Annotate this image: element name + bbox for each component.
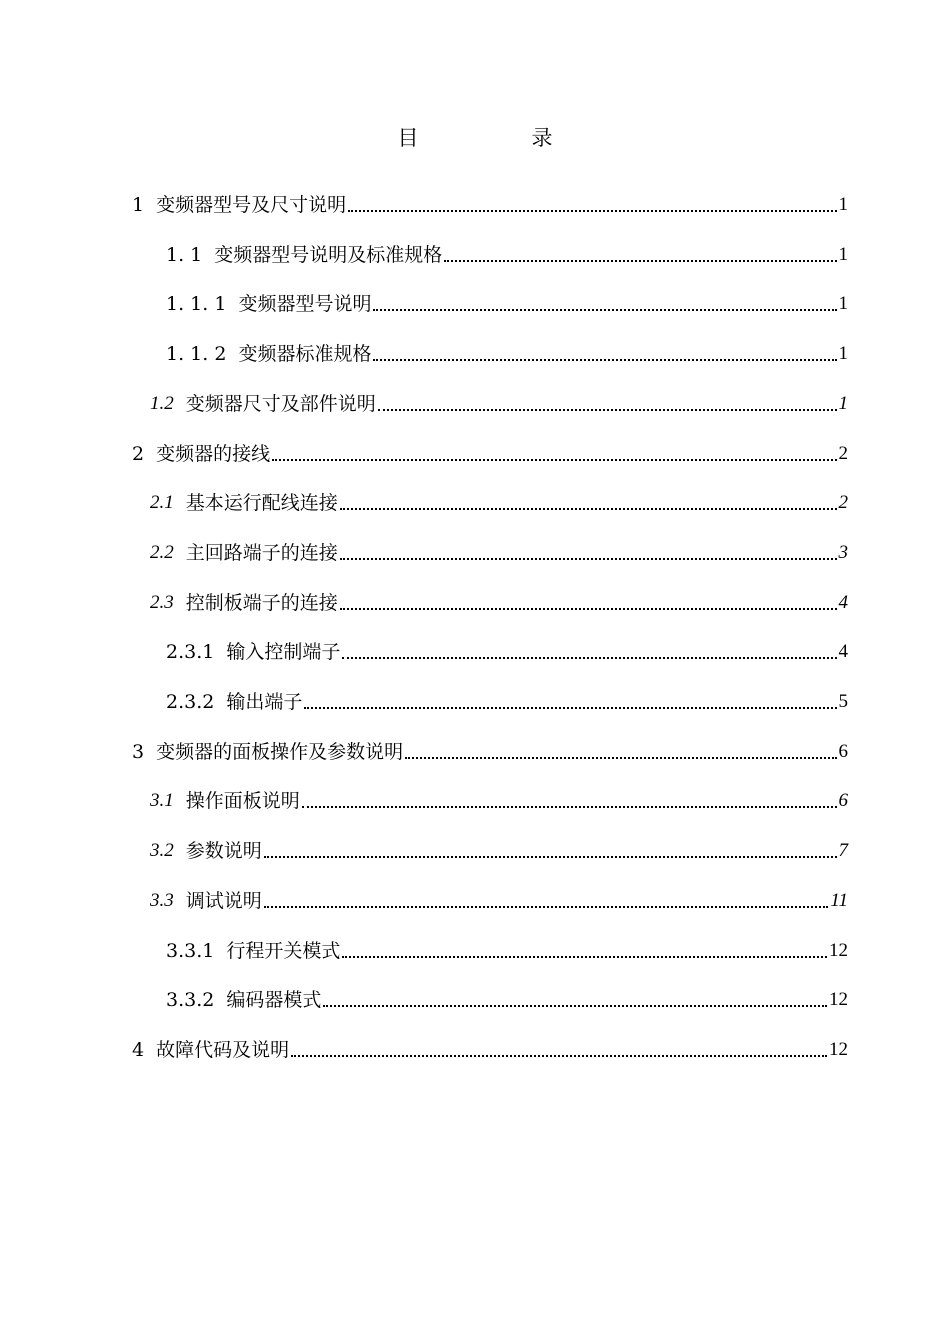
toc-entry-number: 2.1 xyxy=(150,492,174,513)
toc-entry[interactable] xyxy=(166,240,848,270)
toc-entry-page: 6 xyxy=(838,741,848,762)
toc-entry-number: 3 xyxy=(132,741,145,763)
toc-leader-dots xyxy=(378,409,837,411)
toc-entry-page: 1 xyxy=(838,393,848,414)
toc-entry-title: 输出端子 xyxy=(226,691,303,713)
toc-entry-title: 调试说明 xyxy=(185,890,262,912)
toc-leader-dots xyxy=(304,707,836,709)
toc-entry-page: 12 xyxy=(829,940,848,961)
toc-entry-title: 变频器型号说明 xyxy=(238,293,372,315)
toc-entry-title: 故障代码及说明 xyxy=(156,1039,290,1061)
toc-entry[interactable] xyxy=(132,190,848,220)
toc-entry-page: 1 xyxy=(838,244,848,265)
toc-entry[interactable] xyxy=(132,737,848,767)
toc-entry-number: 3.3 xyxy=(150,890,174,911)
toc-entry-number: 3.2 xyxy=(150,840,174,861)
toc-entry[interactable] xyxy=(150,488,848,518)
toc-leader-dots xyxy=(323,1005,827,1007)
toc-entry-page: 11 xyxy=(830,890,848,911)
toc-entry-number: 2.3.2 xyxy=(166,691,215,713)
toc-entry[interactable] xyxy=(150,786,848,816)
toc-entry-page: 4 xyxy=(838,641,848,662)
toc-entry[interactable] xyxy=(166,637,848,667)
toc-entry[interactable] xyxy=(150,886,848,916)
toc-entry[interactable] xyxy=(150,588,848,618)
toc-entry-page: 2 xyxy=(838,443,848,464)
toc-entry-number: 1. 1. 1 xyxy=(166,293,227,315)
toc-entry-number: 1.2 xyxy=(150,393,174,414)
toc-entry-number: 2.3 xyxy=(150,592,174,613)
toc-entry[interactable] xyxy=(166,985,848,1015)
toc-entry[interactable] xyxy=(166,289,848,319)
toc-leader-dots xyxy=(405,757,836,759)
toc-entry-number: 2.3.1 xyxy=(166,641,215,663)
toc-entry[interactable] xyxy=(150,836,848,866)
toc-entry-page: 1 xyxy=(838,194,848,215)
toc-entry-number: 2 xyxy=(132,443,145,465)
toc-leader-dots xyxy=(444,260,836,262)
toc-entry-number: 3.1 xyxy=(150,790,174,811)
toc-entry-title: 操作面板说明 xyxy=(185,790,300,812)
toc-entry-number: 1 xyxy=(132,194,145,216)
toc-entry-title: 变频器的接线 xyxy=(156,443,271,465)
toc-entry[interactable] xyxy=(166,339,848,369)
toc-entry-title: 变频器标准规格 xyxy=(238,343,372,365)
toc-entry-page: 12 xyxy=(829,1039,848,1060)
toc-leader-dots xyxy=(340,558,837,560)
toc-entry-title: 变频器型号说明及标准规格 xyxy=(214,244,443,266)
toc-entry-title: 编码器模式 xyxy=(226,989,322,1011)
toc-leader-dots xyxy=(340,508,837,510)
toc-entry-page: 1 xyxy=(838,293,848,314)
toc-leader-dots xyxy=(340,608,837,610)
toc-entry-number: 3.3.2 xyxy=(166,989,215,1011)
toc-entry-title: 控制板端子的连接 xyxy=(185,592,338,614)
toc-entry[interactable] xyxy=(150,538,848,568)
toc-entry[interactable] xyxy=(150,389,848,419)
toc-entry-title: 参数说明 xyxy=(185,840,262,862)
toc-entry-title: 主回路端子的连接 xyxy=(185,542,338,564)
toc-entry[interactable] xyxy=(132,1035,848,1065)
toc-entry-number: 2.2 xyxy=(150,542,174,563)
toc-leader-dots xyxy=(264,856,837,858)
toc-leader-dots xyxy=(348,210,836,212)
toc-leader-dots xyxy=(272,459,836,461)
toc-leader-dots xyxy=(291,1055,827,1057)
toc-entry-page: 12 xyxy=(829,989,848,1010)
toc-entry-page: 2 xyxy=(838,492,848,513)
toc-entry-title: 行程开关模式 xyxy=(226,940,341,962)
toc-entry-title: 基本运行配线连接 xyxy=(185,492,338,514)
toc-entry-number: 1. 1. 2 xyxy=(166,343,227,365)
toc-leader-dots xyxy=(302,806,837,808)
toc-entry-page: 4 xyxy=(838,592,848,613)
toc-leader-dots xyxy=(373,359,836,361)
toc-entry-page: 1 xyxy=(838,343,848,364)
toc-entry-title: 变频器的面板操作及参数说明 xyxy=(156,741,404,763)
toc-leader-dots xyxy=(373,309,836,311)
toc-entry-number: 1. 1 xyxy=(166,244,203,266)
toc-entry[interactable] xyxy=(132,439,848,469)
page-title: 目 录 xyxy=(397,126,599,150)
toc-entry-page: 5 xyxy=(838,691,848,712)
toc-entry-title: 输入控制端子 xyxy=(226,641,341,663)
toc-entry-number: 3.3.1 xyxy=(166,940,215,962)
toc-entry[interactable] xyxy=(166,687,848,717)
toc-entry-title: 变频器尺寸及部件说明 xyxy=(185,393,376,415)
toc-entry-page: 3 xyxy=(838,542,848,563)
toc-entry[interactable] xyxy=(166,936,848,966)
toc-entry-page: 6 xyxy=(838,790,848,811)
toc-leader-dots xyxy=(264,906,829,908)
toc-leader-dots xyxy=(342,956,827,958)
toc-entry-number: 4 xyxy=(132,1039,145,1061)
toc-entry-page: 7 xyxy=(838,840,848,861)
toc-entry-title: 变频器型号及尺寸说明 xyxy=(156,194,347,216)
toc-leader-dots xyxy=(342,657,836,659)
